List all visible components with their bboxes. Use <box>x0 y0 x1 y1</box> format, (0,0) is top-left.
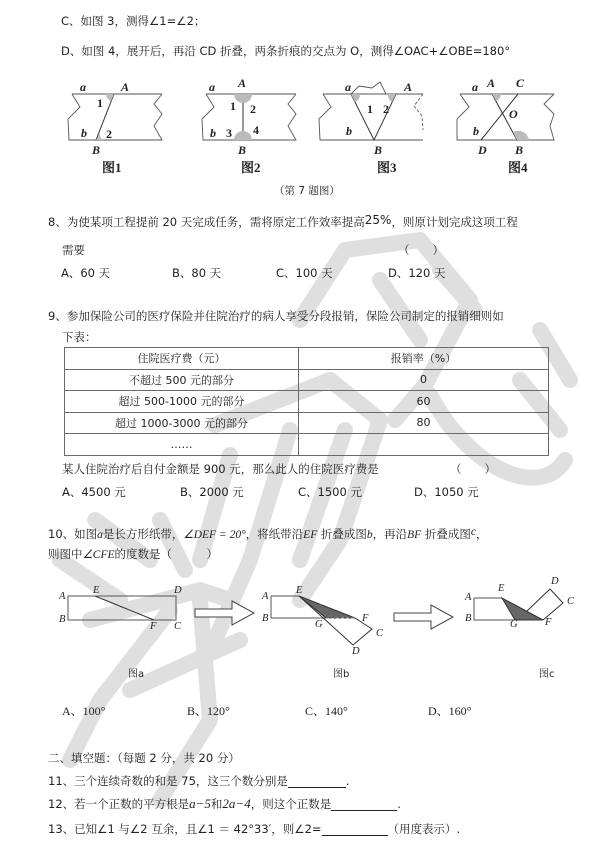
q12 <box>48 797 401 811</box>
figure-1-drawing <box>62 84 162 144</box>
q13-end: . <box>456 822 461 836</box>
q8-answer-paren: （ ） <box>398 243 444 257</box>
q12-text: 和 <box>210 797 223 811</box>
label-D: D <box>551 576 559 587</box>
table-cell: 80 <box>299 412 549 434</box>
label-3: 3 <box>226 126 232 140</box>
label-a: a <box>345 80 351 94</box>
label-B: B <box>374 143 383 157</box>
table-row <box>65 434 549 456</box>
q10-var-c: c <box>470 526 476 538</box>
table-row <box>65 369 549 391</box>
figure-c-caption: 图c <box>539 669 555 680</box>
label-D: D <box>478 143 487 157</box>
label-E: E <box>93 585 100 596</box>
q11-end: . <box>345 774 350 788</box>
q8-stem <box>48 215 518 229</box>
q12-expr-2: 2a−4 <box>222 796 251 811</box>
q10-text: 是长方形纸带， <box>102 527 184 541</box>
label-F: F <box>362 613 369 624</box>
q8-option-a: A、60 天 <box>61 266 111 280</box>
q8-option-d: D、120 天 <box>388 266 446 280</box>
q8-option-b: B、80 天 <box>172 266 222 280</box>
q7-option-d: D、如图 4，展开后，再沿 CD 折叠，两条折痕的交点为 O，测得∠OAC+∠OBE=180° <box>61 44 511 58</box>
table-cell <box>299 434 549 456</box>
right-arrow-icon <box>393 604 455 630</box>
section-2-title: 二、填空题：（每题 2 分，共 20 分） <box>48 751 240 765</box>
q10-var-b: b <box>366 529 373 541</box>
figure-a-caption: 图a <box>128 669 145 680</box>
table-cell: 不超过 500 元的部分 <box>65 369 299 391</box>
q12-text: 12、若一个正数的平方根是 <box>48 797 190 811</box>
q10-option-b: B、120° <box>187 704 230 718</box>
q10-text: 10、如图 <box>48 527 98 541</box>
label-C: C <box>174 621 182 632</box>
q10-text: ，再沿 <box>372 527 408 541</box>
label-O: O <box>509 107 518 121</box>
q10-text: ， <box>475 527 488 541</box>
label-E: E <box>498 583 505 594</box>
label-2: 2 <box>250 102 256 116</box>
table-cell: 超过 1000-3000 元的部分 <box>65 412 299 434</box>
label-1: 1 <box>97 96 103 110</box>
q9-option-b: B、2000 元 <box>180 485 244 499</box>
label-2: 2 <box>383 102 389 116</box>
table-header-row <box>65 348 549 370</box>
table-cell: 60 <box>299 391 549 413</box>
label-B: B <box>262 613 269 624</box>
figure-2-caption: 图2 <box>241 160 261 175</box>
q9-question: 某人住院治疗后自付金额是 900 元，那么此人的住院医疗费是 <box>62 462 379 476</box>
label-A: A <box>121 80 130 94</box>
table-cell: 0 <box>299 369 549 391</box>
table-header-rate: 报销率（%） <box>299 348 549 370</box>
q12-end: . <box>397 797 401 811</box>
label-D: D <box>174 585 182 596</box>
q10-var-a: a <box>97 529 103 541</box>
q13-answer-blank[interactable] <box>322 824 388 836</box>
q10-text: 折叠成图 <box>421 527 471 541</box>
label-A: A <box>59 591 66 602</box>
label-B: B <box>59 614 66 625</box>
figure-a-drawing <box>68 596 178 626</box>
q10-text: ，将纸带沿 <box>245 527 304 541</box>
q11-answer-blank[interactable] <box>288 776 346 788</box>
q10-option-a: A、100° <box>62 704 106 718</box>
q12-expr-1: a−5 <box>189 796 211 811</box>
q9-stem-line1: 9、参加保险公司的医疗保险并住院治疗的病人享受分段报销，保险公司制定的报销细则如 <box>48 309 504 323</box>
q10-text: 的度数是（ ） <box>114 547 219 561</box>
label-b: b <box>473 124 479 138</box>
q10-stem-line2 <box>48 547 218 562</box>
q12-answer-blank[interactable] <box>331 799 397 811</box>
label-C: C <box>516 76 525 90</box>
figure-3-caption: 图3 <box>377 160 397 175</box>
q13 <box>48 822 460 836</box>
label-A: A <box>404 80 413 94</box>
label-B: B <box>238 143 247 157</box>
label-G: G <box>510 619 518 630</box>
table-cell: …… <box>65 434 299 456</box>
label-A: A <box>465 592 472 603</box>
table-row <box>65 412 549 434</box>
q11-text: 11、三个连续奇数的和是 75，这三个数分别是 <box>48 774 288 788</box>
q9-option-d: D、1050 元 <box>414 485 479 499</box>
label-2: 2 <box>106 127 112 141</box>
q13-text: 13、已知∠1 与∠2 互余，且∠1 ＝ 42°33′，则∠2= <box>48 822 322 836</box>
label-A: A <box>262 591 269 602</box>
label-1: 1 <box>367 102 373 116</box>
q11 <box>48 774 350 788</box>
table-cell: 超过 500-1000 元的部分 <box>65 391 299 413</box>
label-1: 1 <box>230 99 236 113</box>
figure-c-drawing <box>474 586 574 631</box>
label-A: A <box>487 76 496 90</box>
q7-option-c: C、如图 3，测得∠1=∠2； <box>61 14 206 28</box>
reimbursement-table <box>64 347 549 456</box>
label-F: F <box>150 621 157 632</box>
q10-var-ef: EF <box>303 529 318 541</box>
figure-1-caption: 图1 <box>102 160 122 175</box>
q10-text: 则图中 <box>48 547 83 561</box>
label-a: a <box>80 80 86 94</box>
table-row <box>65 391 549 413</box>
q8-stem-line2: 需要 <box>62 243 85 257</box>
label-b: b <box>81 126 87 140</box>
figure-4-caption: 图4 <box>508 160 528 175</box>
label-a: a <box>472 80 478 94</box>
q7-figure-caption: （第 7 题图） <box>274 185 340 197</box>
label-D: D <box>352 646 360 657</box>
label-G: G <box>315 619 323 630</box>
label-C: C <box>376 628 384 639</box>
q9-option-a: A、4500 元 <box>62 485 126 499</box>
q10-angle-cfe: ∠CFE <box>82 549 115 561</box>
figure-b-caption: 图b <box>333 669 350 680</box>
label-A: A <box>238 76 247 90</box>
q9-answer-paren: （ ） <box>450 462 496 476</box>
q10-text: 折叠成图 <box>317 527 367 541</box>
q9-stem-line2: 下表： <box>62 330 97 344</box>
label-F: F <box>545 617 552 628</box>
q8-stem-percent: 25% <box>364 213 392 227</box>
right-arrow-icon <box>194 600 256 626</box>
q9-option-c: C、1500 元 <box>298 485 362 499</box>
q8-option-c: C、100 天 <box>276 266 333 280</box>
label-b: b <box>210 126 216 140</box>
q8-stem-part1: 8、为使某项工程提前 20 天完成任务，需将原定工作效率提高 <box>48 215 365 229</box>
table-header-cost: 住院医疗费（元） <box>65 348 299 370</box>
q13-hint: （用度表示） <box>387 822 457 836</box>
q10-option-d: D、160° <box>428 704 472 718</box>
label-E: E <box>296 585 303 596</box>
q10-stem-line1 <box>48 527 487 542</box>
q10-var-bf: BF <box>407 529 422 541</box>
label-B: B <box>515 143 524 157</box>
q10-angle-def: ∠DEF = 20° <box>183 529 246 541</box>
q12-text: ，则这个正数是 <box>250 797 332 811</box>
label-a: a <box>209 80 215 94</box>
q8-stem-part2: ，则原计划完成这项工程 <box>391 215 518 229</box>
label-4: 4 <box>253 123 259 137</box>
label-b: b <box>346 124 352 138</box>
label-B: B <box>465 613 472 624</box>
label-C: C <box>567 596 575 607</box>
label-B: B <box>92 143 101 157</box>
q10-option-c: C、140° <box>305 704 348 718</box>
figure-b-drawing <box>271 596 384 656</box>
